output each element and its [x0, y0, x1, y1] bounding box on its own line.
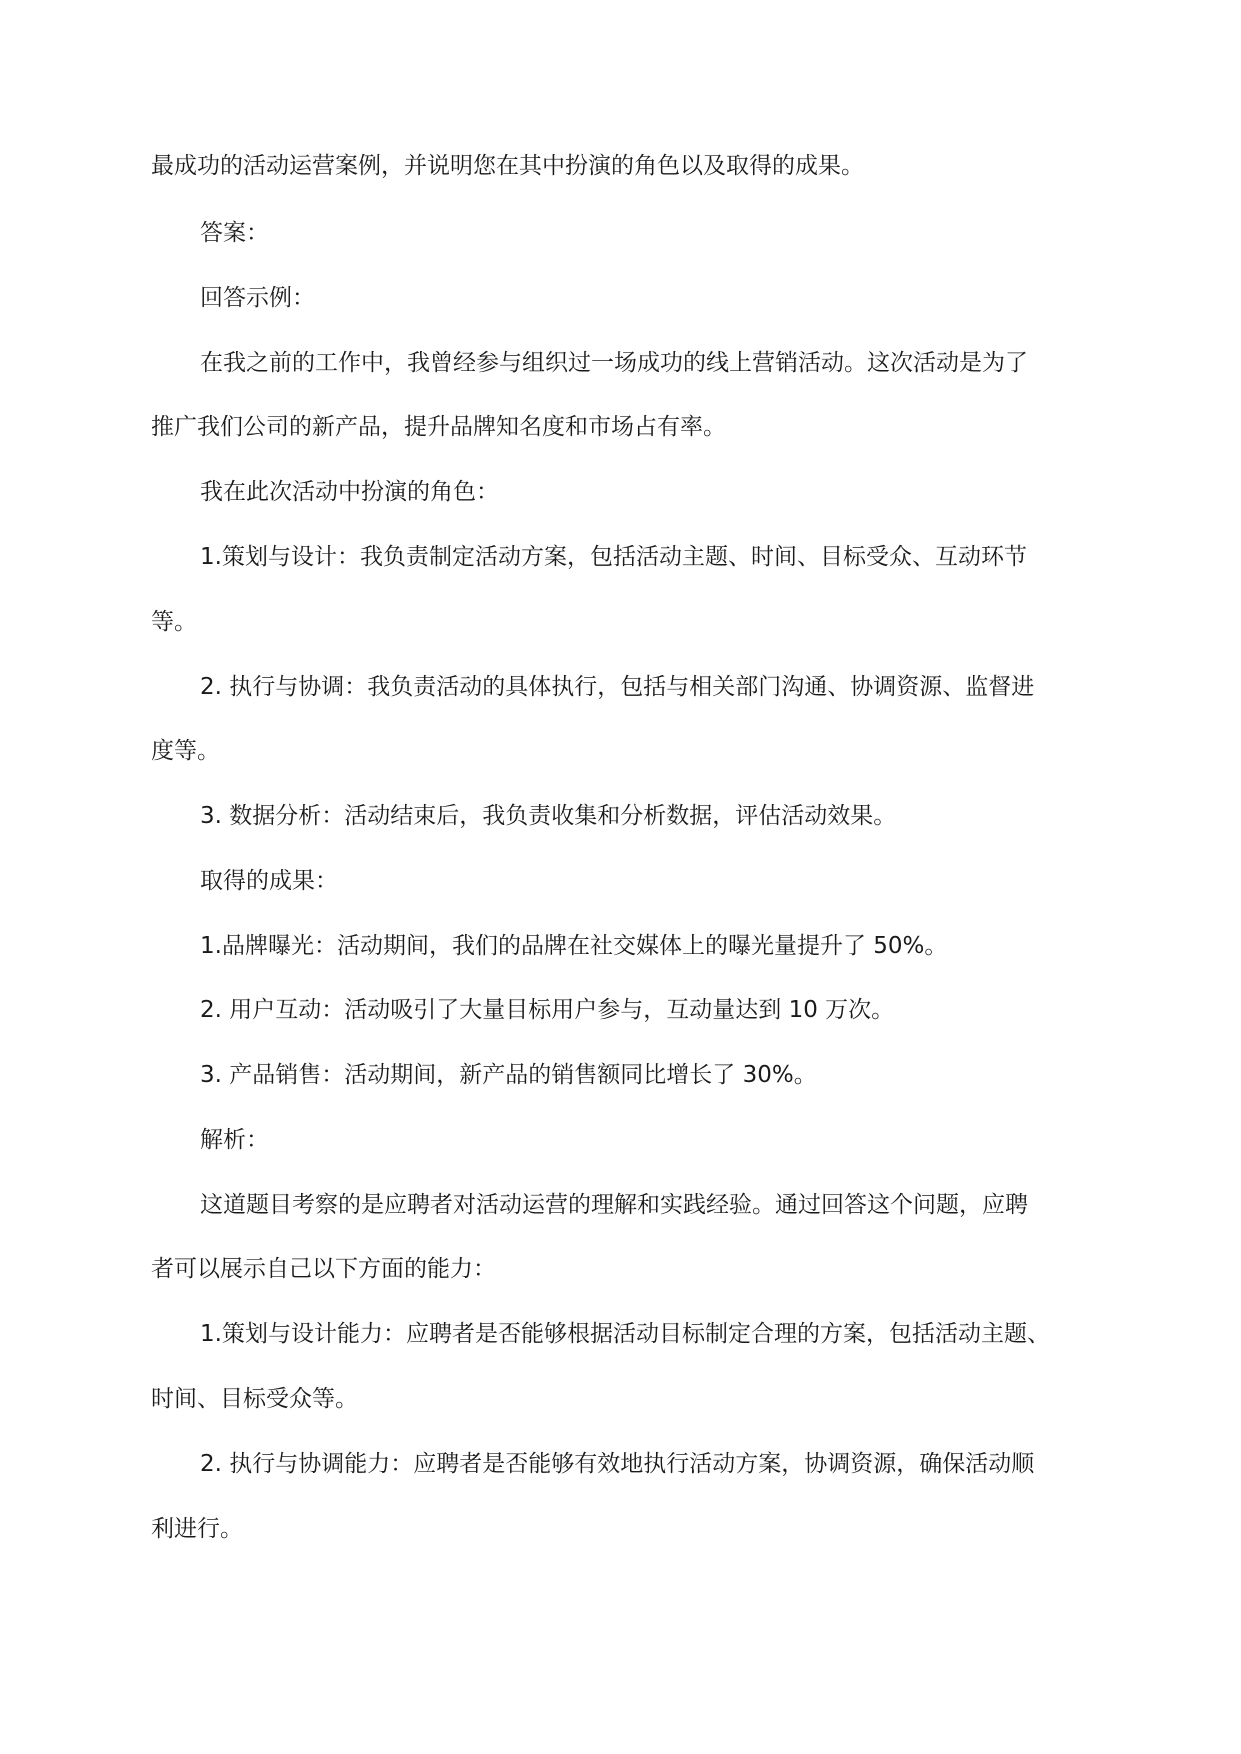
- paragraph-question-tail: 最成功的活动运营案例，并说明您在其中扮演的角色以及取得的成果。: [151, 153, 864, 179]
- paragraph-analysis-line1: 这道题目考察的是应聘者对活动运营的理解和实践经验。通过回答这个问题，应聘: [200, 1192, 1028, 1218]
- heading-answer-example: 回答示例：: [200, 285, 315, 311]
- role-item-1-line2: 等。: [151, 609, 197, 635]
- result-item-3: 3. 产品销售：活动期间，新产品的销售额同比增长了 30%。: [200, 1062, 817, 1088]
- role-item-1-line1: 1.策划与设计：我负责制定活动方案，包括活动主题、时间、目标受众、互动环节: [200, 544, 1027, 570]
- role-item-2-line2: 度等。: [151, 738, 220, 764]
- ability-item-2-line2: 利进行。: [151, 1516, 243, 1542]
- paragraph-analysis-line2: 者可以展示自己以下方面的能力：: [151, 1256, 496, 1282]
- ability-item-1-line2: 时间、目标受众等。: [151, 1386, 358, 1412]
- heading-answer: 答案：: [200, 220, 269, 246]
- heading-role: 我在此次活动中扮演的角色：: [200, 479, 499, 505]
- heading-analysis: 解析：: [200, 1127, 269, 1153]
- result-item-2: 2. 用户互动：活动吸引了大量目标用户参与，互动量达到 10 万次。: [200, 997, 895, 1023]
- paragraph-intro-line1: 在我之前的工作中，我曾经参与组织过一场成功的线上营销活动。这次活动是为了: [200, 350, 1028, 376]
- result-item-1: 1.品牌曝光：活动期间，我们的品牌在社交媒体上的曝光量提升了 50%。: [200, 933, 948, 959]
- ability-item-1-line1: 1.策划与设计能力：应聘者是否能够根据活动目标制定合理的方案，包括活动主题、: [200, 1321, 1050, 1347]
- paragraph-intro-line2: 推广我们公司的新产品，提升品牌知名度和市场占有率。: [151, 414, 726, 440]
- role-item-2-line1: 2. 执行与协调：我负责活动的具体执行，包括与相关部门沟通、协调资源、监督进: [200, 674, 1035, 700]
- heading-results: 取得的成果：: [200, 868, 338, 894]
- ability-item-2-line1: 2. 执行与协调能力：应聘者是否能够有效地执行活动方案，协调资源，确保活动顺: [200, 1451, 1035, 1477]
- role-item-3: 3. 数据分析：活动结束后，我负责收集和分析数据，评估活动效果。: [200, 803, 897, 829]
